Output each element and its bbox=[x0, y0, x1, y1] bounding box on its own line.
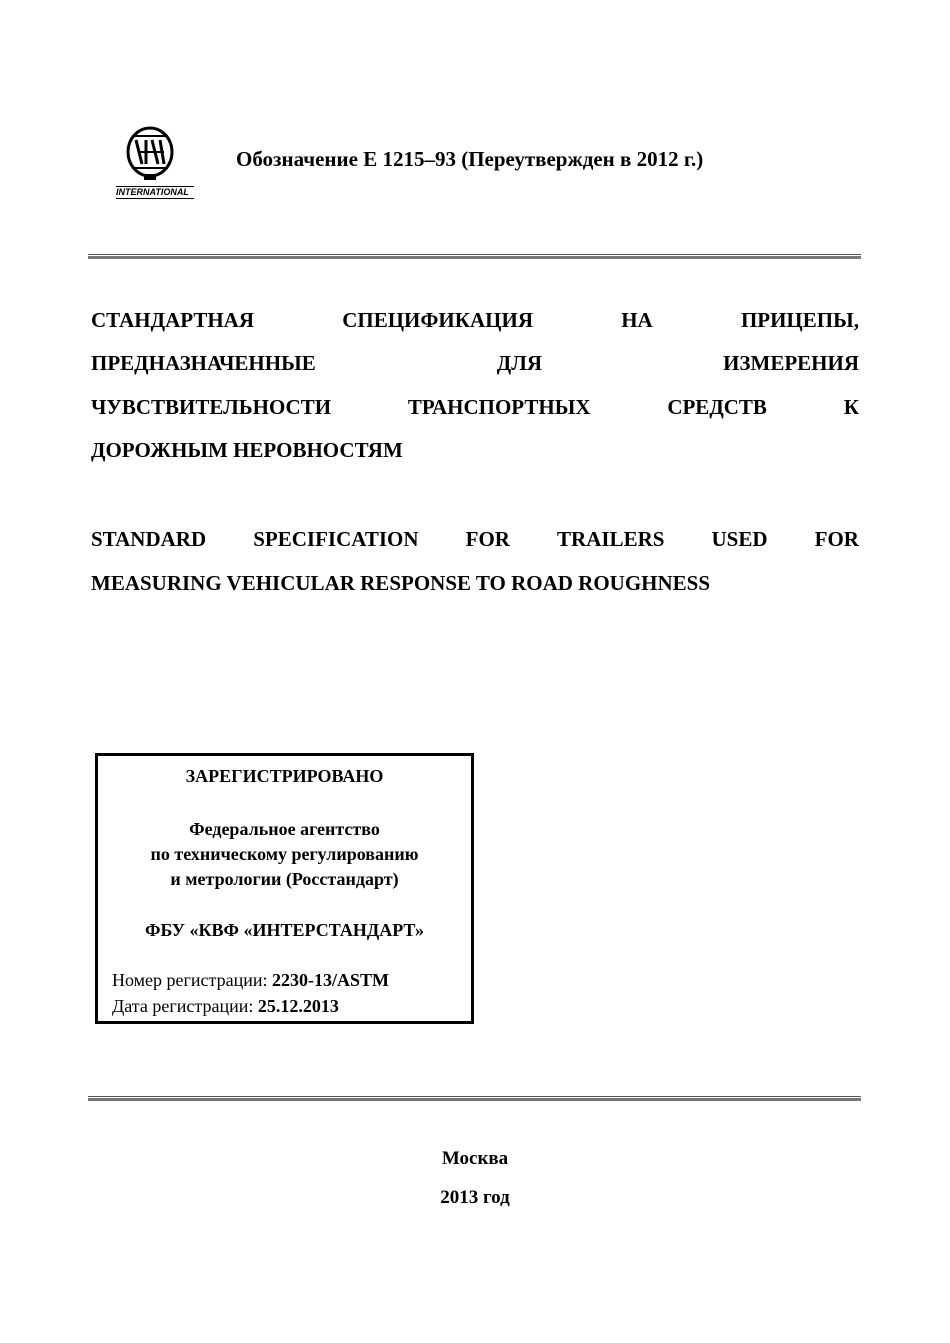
footer-year: 2013 год bbox=[440, 1187, 510, 1208]
title-word: ПРЕДНАЗНАЧЕННЫЕ bbox=[91, 351, 316, 375]
title-word: USED bbox=[711, 527, 768, 551]
title-word: ИЗМЕРЕНИЯ bbox=[723, 351, 859, 375]
top-divider bbox=[88, 254, 861, 259]
title-word: К bbox=[843, 395, 859, 419]
title-word: СТАНДАРТНАЯ bbox=[91, 308, 254, 332]
title-word: НА bbox=[621, 308, 653, 332]
title-ru-line-3 bbox=[91, 395, 859, 420]
registration-date bbox=[112, 996, 339, 1017]
registration-heading: ЗАРЕГИСТРИРОВАНО bbox=[185, 766, 384, 786]
title-word: СПЕЦИФИКАЦИЯ bbox=[342, 308, 533, 332]
registration-agency-1: Федеральное агентство bbox=[189, 819, 380, 839]
registration-date-label: Дата регистрации: bbox=[112, 996, 258, 1016]
title-en-line-1 bbox=[91, 527, 859, 552]
registration-number-label: Номер регистрации: bbox=[112, 970, 273, 990]
title-word: STANDARD bbox=[91, 527, 207, 551]
registration-number bbox=[112, 970, 389, 991]
registration-date-value: 25.12.2013 bbox=[257, 996, 339, 1016]
registration-agency-3: и метрологии (Росстандарт) bbox=[170, 869, 399, 889]
title-word: ДЛЯ bbox=[496, 351, 543, 375]
title-ru-line-4: ДОРОЖНЫМ НЕРОВНОСТЯМ bbox=[91, 438, 403, 462]
title-word: ТРАНСПОРТНЫХ bbox=[407, 395, 591, 419]
footer-city: Москва bbox=[441, 1148, 509, 1169]
document-designation: Обозначение E 1215–93 (Переутвержден в 2012 г.) bbox=[236, 147, 704, 171]
title-word: ПРИЦЕПЫ, bbox=[740, 308, 859, 332]
title-word: СРЕДСТВ bbox=[667, 395, 767, 419]
registration-agency-2: по техническому регулированию bbox=[150, 844, 419, 864]
title-word: ЧУВСТВИТЕЛЬНОСТИ bbox=[91, 395, 332, 419]
title-ru-line-2 bbox=[91, 351, 859, 376]
title-word: FOR bbox=[814, 527, 859, 551]
title-word: SPECIFICATION bbox=[253, 527, 419, 551]
title-en-line-2: MEASURING VEHICULAR RESPONSE TO ROAD ROUGHNESS bbox=[91, 571, 711, 595]
title-word: FOR bbox=[465, 527, 510, 551]
registration-box bbox=[95, 753, 474, 1024]
title-ru-line-1 bbox=[91, 308, 859, 333]
astm-logo bbox=[112, 126, 198, 200]
registration-number-value: 2230-13/ASTM bbox=[272, 970, 390, 990]
bottom-divider bbox=[88, 1096, 861, 1101]
logo-text: INTERNATIONAL bbox=[116, 187, 189, 197]
title-word: TRAILERS bbox=[557, 527, 665, 551]
registration-organization: ФБУ «КВФ «ИНТЕРСТАНДАРТ» bbox=[145, 920, 424, 940]
